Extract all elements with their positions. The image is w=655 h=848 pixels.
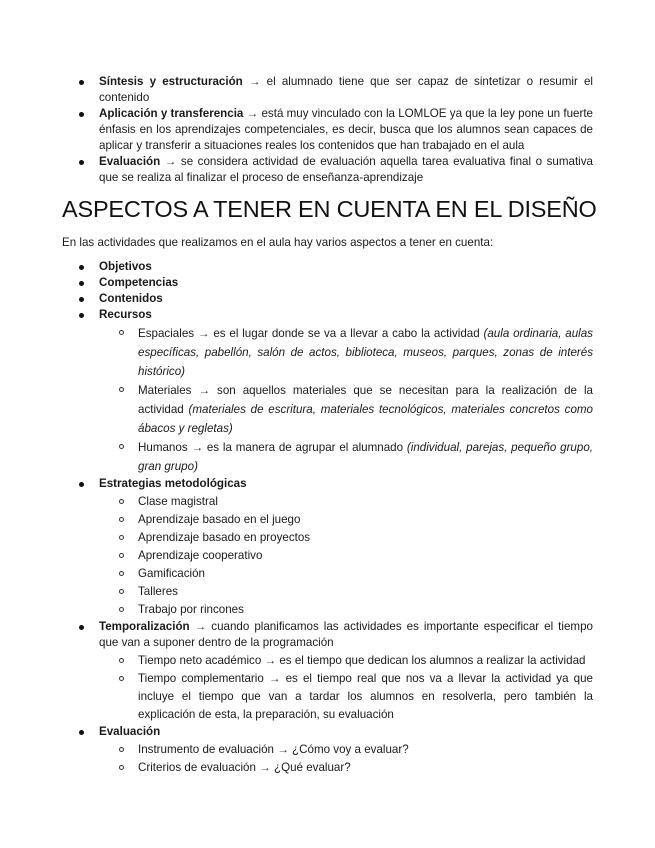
recurso-text: es el lugar donde se va a llevar a cabo la actividad xyxy=(209,327,484,340)
recurso-term: Humanos xyxy=(138,441,188,454)
item-text: se considera actividad de evaluación aquella tarea evaluativa final o sumativa que se realiza al finalizar el proceso de enseñanza-aprendizaje xyxy=(99,155,593,184)
recursos-sublist xyxy=(99,324,593,476)
sublist-item xyxy=(99,652,593,670)
arrow: → xyxy=(197,327,210,340)
sublist-item xyxy=(99,741,593,759)
sublist-item xyxy=(99,759,593,777)
arrow: → xyxy=(259,761,271,774)
sublist-item: Aprendizaje basado en el juego xyxy=(99,511,593,529)
sublist-item xyxy=(99,438,593,476)
arrow: → xyxy=(277,743,289,756)
aspect-competencias: Competencias xyxy=(99,276,179,289)
list-item xyxy=(62,259,593,275)
recurso-example: (individual, parejas, pequeño grupo, gran grupo) xyxy=(138,441,593,473)
arrow: → xyxy=(248,75,261,88)
sublist-item: Talleres xyxy=(99,583,593,601)
item-text: cuando planificamos las actividades es importante especificar el tiempo que van a suponer dentro de la programación xyxy=(99,620,593,649)
temporalizacion-sublist xyxy=(99,652,593,724)
tiempo-text: es el tiempo que dedican los alumnos a realizar la actividad xyxy=(276,654,586,667)
estrategias-sublist xyxy=(99,493,593,619)
recurso-term: Materiales xyxy=(138,384,192,397)
recurso-term: Espaciales xyxy=(138,327,195,340)
sublist-item: Clase magistral xyxy=(99,493,593,511)
list-item xyxy=(62,74,593,106)
arrow: → xyxy=(268,672,281,685)
aspects-list xyxy=(62,259,593,777)
top-bullet-list xyxy=(62,74,593,186)
aspect-evaluacion: Evaluación xyxy=(99,725,161,738)
recurso-text: son aquellos materiales que se necesitan para la realización de la actividad xyxy=(138,384,593,416)
tiempo-term: Tiempo neto académico xyxy=(138,654,262,667)
sublist-item xyxy=(99,381,593,438)
evaluacion-text: ¿Cómo voy a evaluar? xyxy=(288,743,409,756)
term-evaluacion: Evaluación xyxy=(99,155,161,168)
tiempo-term: Tiempo complementario xyxy=(138,672,264,685)
sublist-item: Aprendizaje basado en proyectos xyxy=(99,529,593,547)
list-item xyxy=(62,307,593,476)
evaluacion-text: ¿Qué evaluar? xyxy=(270,761,351,774)
arrow: → xyxy=(164,155,177,168)
sublist-item: Gamificación xyxy=(99,565,593,583)
aspect-recursos: Recursos xyxy=(99,308,152,321)
list-item xyxy=(62,619,593,724)
list-item xyxy=(62,275,593,291)
term-aplicacion: Aplicación y transferencia xyxy=(99,107,244,120)
evaluacion-term: Instrumento de evaluación xyxy=(138,743,274,756)
evaluacion-term: Criterios de evaluación xyxy=(138,761,256,774)
intro-paragraph: En las actividades que realizamos en el aula hay varios aspectos a tener en cuenta: xyxy=(62,236,494,249)
sublist-item xyxy=(99,324,593,381)
sublist-item: Aprendizaje cooperativo xyxy=(99,547,593,565)
arrow: → xyxy=(246,107,259,120)
arrow: → xyxy=(264,654,277,667)
evaluacion-sublist xyxy=(99,741,593,777)
item-text: está muy vinculado con la LOMLOE ya que la ley pone un fuerte énfasis en los aprendizajes competenciales, es decir, busca que los alumnos sean capaces de aplicar y transferir a situaciones reales los contenidos que han trabajado en el aula xyxy=(99,107,593,152)
list-item xyxy=(62,154,593,186)
aspect-objetivos: Objetivos xyxy=(99,260,152,273)
recurso-example: (materiales de escritura, materiales tecnológicos, materiales concretos como ábacos y regletas) xyxy=(138,403,593,435)
arrow: → xyxy=(194,620,207,633)
aspect-contenidos: Contenidos xyxy=(99,292,163,305)
term-sintesis: Síntesis y estructuración xyxy=(99,75,243,88)
recurso-text: es la manera de agrupar el alumnado xyxy=(203,441,407,454)
list-item xyxy=(62,724,593,777)
list-item xyxy=(62,291,593,307)
recurso-example: (aula ordinaria, aulas específicas, pabellón, salón de actos, biblioteca, museos, parques, zonas de interés histórico) xyxy=(138,327,593,378)
tiempo-text: es el tiempo real que nos va a llevar la actividad ya que incluye el tiempo que van a tardar los alumnos en resolverla, pero también la explicación de esta, la preparación, su evaluación xyxy=(138,672,593,721)
item-text: el alumnado tiene que ser capaz de sintetizar o resumir el contenido xyxy=(99,75,594,104)
sublist-item: Trabajo por rincones xyxy=(99,601,593,619)
list-item xyxy=(62,106,593,154)
arrow: → xyxy=(198,384,211,397)
aspect-temporalizacion: Temporalización xyxy=(99,620,190,633)
list-item xyxy=(62,476,593,619)
section-heading: ASPECTOS A TENER EN CUENTA EN EL DISEÑO xyxy=(62,196,597,222)
sublist-item xyxy=(99,670,593,724)
arrow: → xyxy=(191,441,204,454)
aspect-estrategias: Estrategias metodológicas xyxy=(99,477,247,490)
